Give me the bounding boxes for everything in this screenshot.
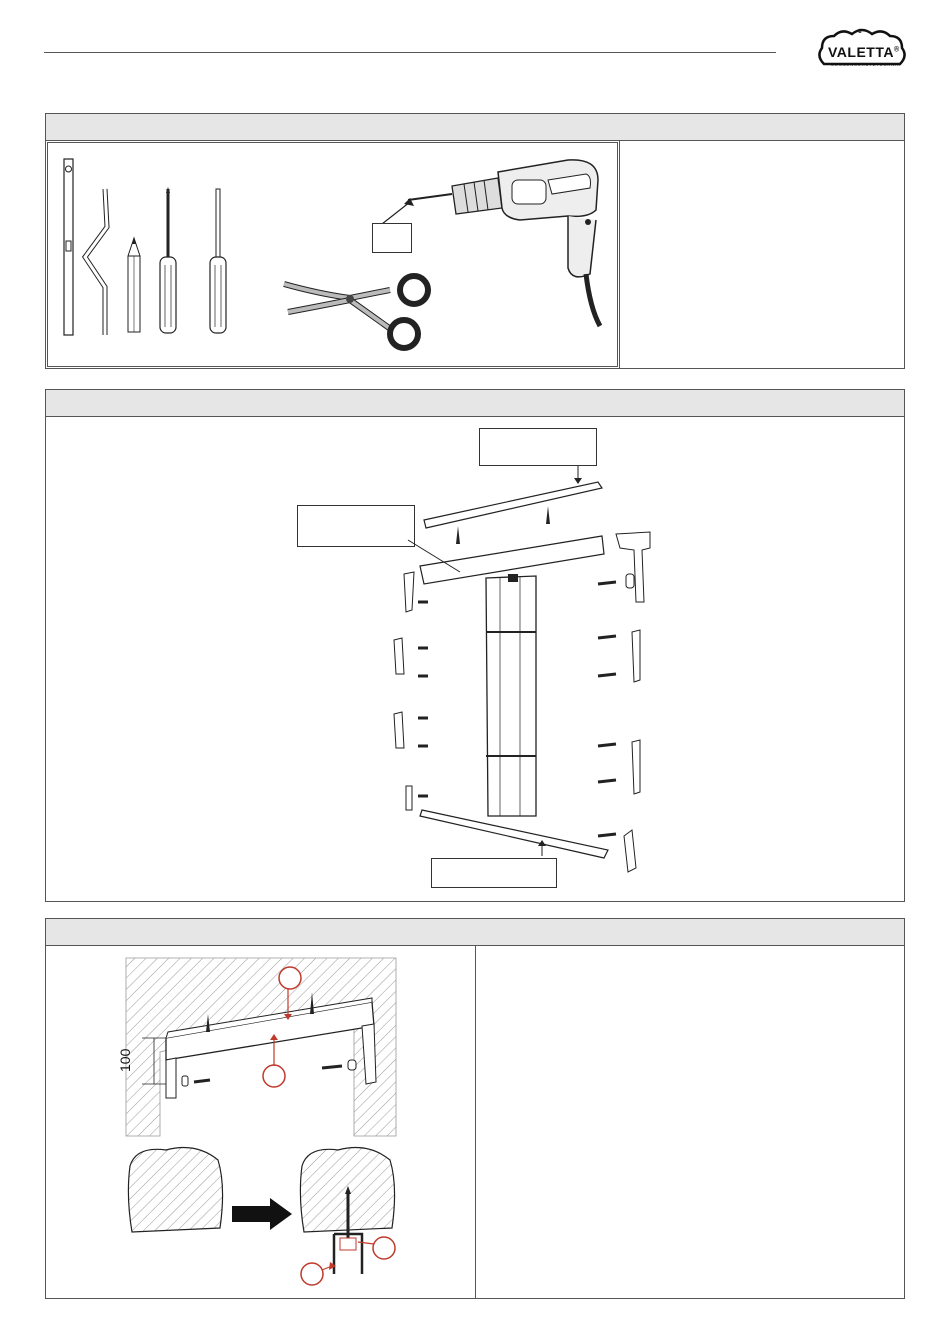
clip-detail-drawing	[126, 1146, 426, 1286]
spirit-level-icon	[60, 157, 80, 337]
dimension-label: 100	[117, 1048, 133, 1072]
drill-bit-label-box	[372, 223, 412, 253]
components-section-header	[45, 389, 905, 417]
direction-arrow-icon	[232, 1198, 292, 1230]
phillips-screwdriver-icon	[156, 187, 180, 337]
drill-icon	[408, 158, 608, 328]
mounting-section-divider	[475, 946, 476, 1298]
exploded-assembly-drawing	[380, 460, 680, 880]
header-rule	[44, 52, 776, 53]
tools-section-divider	[619, 141, 620, 368]
tools-section-header	[45, 113, 905, 141]
pencil-icon	[124, 236, 144, 336]
brand-tagline: SONNENSCHUTZTECHNIK	[831, 62, 901, 67]
folding-rule-icon	[80, 187, 120, 337]
brand-name: VALETTA®	[828, 44, 900, 60]
svg-text:♛: ♛	[857, 29, 863, 35]
ceiling-mount-drawing	[118, 952, 418, 1142]
flat-screwdriver-icon	[206, 187, 230, 337]
mounting-section-header	[45, 918, 905, 946]
